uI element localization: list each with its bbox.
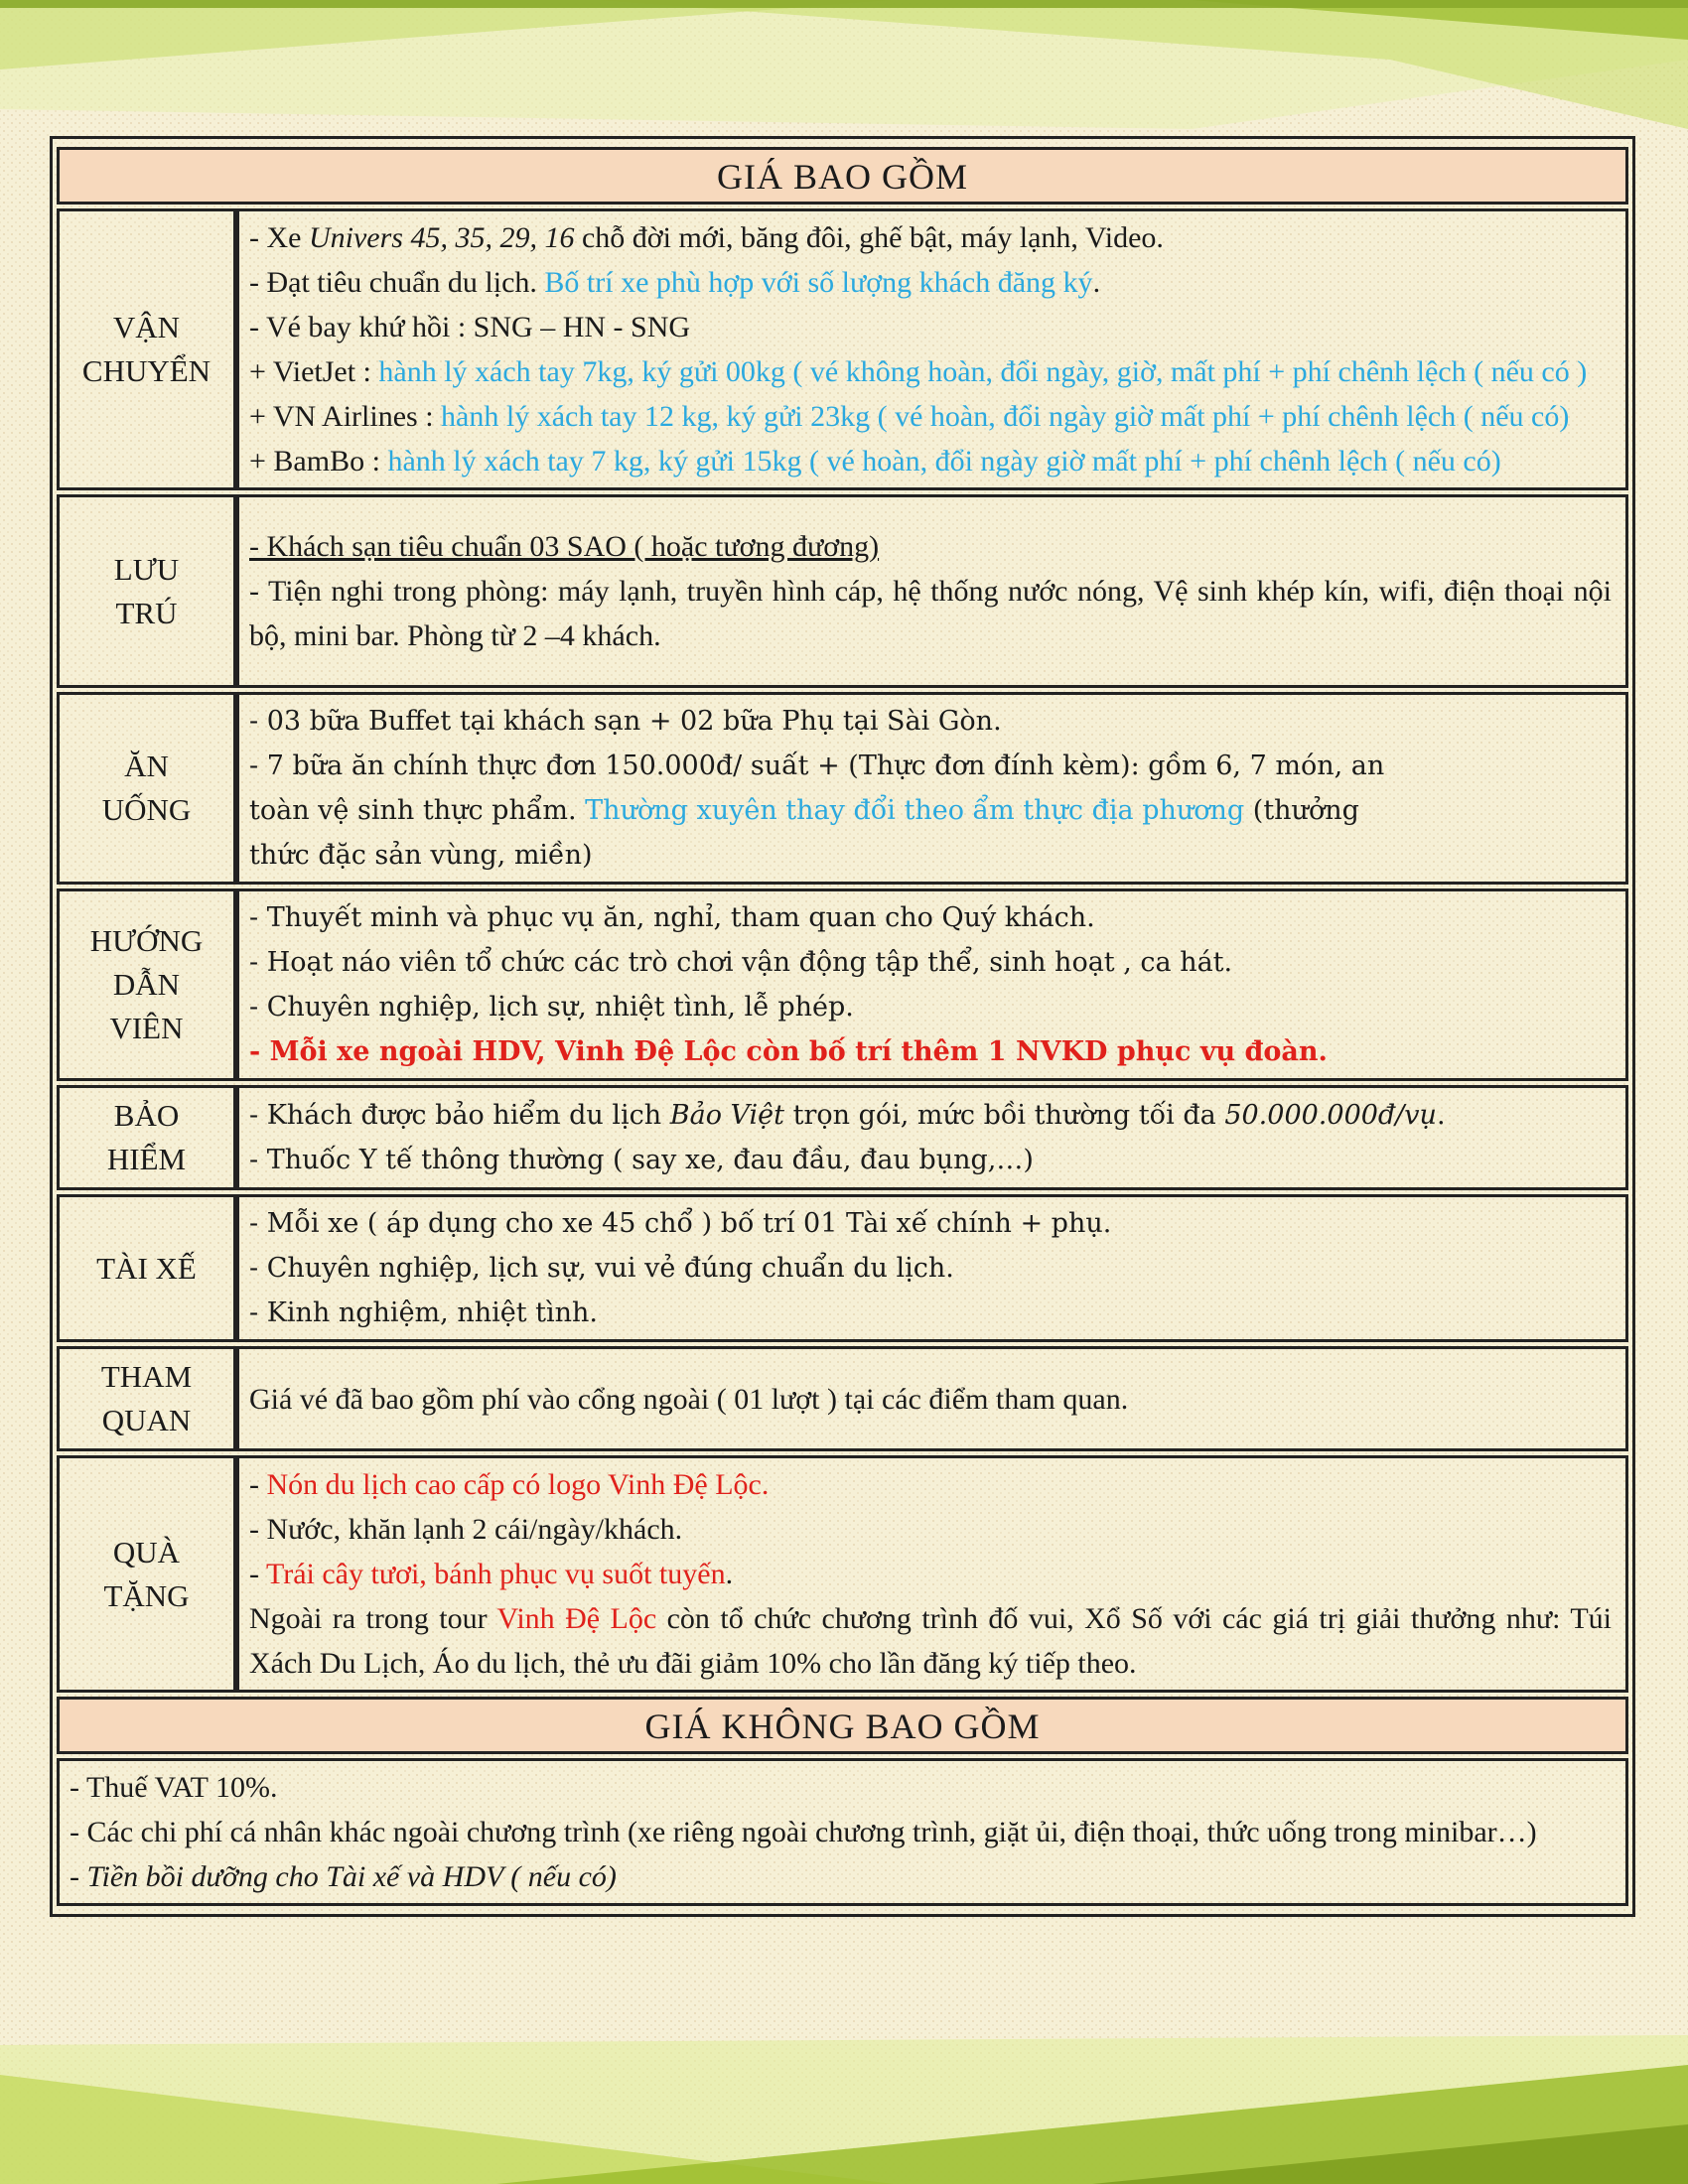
text-line: + VietJet : hành lý xách tay 7kg, ký gửi 00kg ( vé không hoàn, đổi ngày, giờ, mất phí + phí chênh lệch ( nếu có )	[249, 355, 1588, 388]
text-line: - Khách sạn tiêu chuẩn 03 SAO ( hoặc tương đương)	[249, 530, 880, 563]
text-line: Ngoài ra trong tour Vinh Đệ Lộc còn tổ chức chương trình đố vui, Xổ Số với các giá trị giải thưởng như: Túi Xách Du Lịch, Áo du lịch, thẻ ưu đãi giảm 10% cho lần đăng ký tiếp theo.	[249, 1602, 1612, 1680]
text-line: - Nước, khăn lạnh 2 cái/ngày/khách.	[249, 1513, 683, 1546]
label-line: TÀI XẾ	[96, 1250, 197, 1286]
content-tour-guide	[236, 888, 1628, 1081]
text-line: + VN Airlines : hành lý xách tay 12 kg, ký gửi 23kg ( vé hoàn, đổi ngày giờ mất phí + phí chênh lệch ( nếu có)	[249, 400, 1570, 433]
content-transport	[236, 208, 1628, 490]
text-line: - 03 bữa Buffet tại khách sạn + 02 bữa Phụ tại Sài Gòn.	[249, 706, 1002, 737]
content-accommodation	[236, 494, 1628, 688]
row-gifts	[57, 1455, 1628, 1693]
label-line: VẬN	[112, 310, 181, 344]
row-tour-guide	[57, 888, 1628, 1081]
text-line: - Mỗi xe ngoài HDV, Vinh Đệ Lộc còn bố trí thêm 1 NVKD phục vụ đoàn.	[249, 1036, 1328, 1067]
label-line: LƯU	[113, 551, 180, 587]
label-transport	[57, 208, 236, 490]
text-line: - Trái cây tươi, bánh phục vụ suốt tuyến.	[249, 1558, 734, 1590]
label-line: TẶNG	[103, 1577, 190, 1613]
text-line: - Tiện nghi trong phòng: máy lạnh, truyền hình cáp, hệ thống nước nóng, Vệ sinh khép kín, wifi, điện thoại nội bộ, mini bar. Phòng từ 2 –4 khách.	[249, 575, 1612, 652]
label-line: HƯỚNG	[89, 923, 204, 958]
text-line: - Mỗi xe ( áp dụng cho xe 45 chổ ) bố trí 01 Tài xế chính + phụ.	[249, 1208, 1112, 1239]
price-inclusion-table	[50, 136, 1635, 1917]
label-accommodation	[57, 494, 236, 688]
label-gifts	[57, 1455, 236, 1693]
label-driver	[57, 1194, 236, 1342]
text-line: - Chuyên nghiệp, lịch sự, vui vẻ đúng chuẩn du lịch.	[249, 1253, 954, 1284]
text-line: - Tiền bồi dưỡng cho Tài xế và HDV ( nếu có)	[70, 1860, 617, 1893]
text-line: - Kinh nghiệm, nhiệt tình.	[249, 1297, 598, 1328]
label-line: QUÀ	[112, 1534, 181, 1570]
label-line: CHUYỂN	[81, 353, 211, 388]
content-excluded	[57, 1758, 1628, 1906]
text-line: - Chuyên nghiệp, lịch sự, nhiệt tình, lễ phép.	[249, 992, 854, 1023]
label-meals	[57, 692, 236, 885]
content-sightseeing	[236, 1346, 1628, 1451]
row-accommodation	[57, 494, 1628, 688]
label-line: TRÚ	[115, 595, 178, 630]
text-line: Giá vé đã bao gồm phí vào cổng ngoài ( 01 lượt ) tại các điểm tham quan.	[249, 1382, 1129, 1416]
label-line: BẢO	[113, 1098, 180, 1133]
row-insurance	[57, 1085, 1628, 1190]
text-line: - 7 bữa ăn chính thực đơn 150.000đ/ suất + (Thực đơn đính kèm): gồm 6, 7 món, an	[249, 751, 1385, 781]
label-tour-guide	[57, 888, 236, 1081]
text-line: toàn vệ sinh thực phẩm. Thường xuyên thay đổi theo ẩm thực địa phương (thưởng	[249, 795, 1359, 826]
text-line: - Các chi phí cá nhân khác ngoài chương trình (xe riêng ngoài chương trình, giặt ủi, điện thoại, thức uống trong minibar…)	[70, 1816, 1537, 1848]
content-insurance	[236, 1085, 1628, 1190]
label-line: VIÊN	[109, 1011, 184, 1045]
label-sightseeing	[57, 1346, 236, 1451]
label-line: UỐNG	[101, 792, 192, 827]
included-header	[57, 147, 1628, 205]
text-line: + BamBo : hành lý xách tay 7 kg, ký gửi 15kg ( vé hoàn, đổi ngày giờ mất phí + phí chênh lệch ( nếu có)	[249, 445, 1501, 478]
text-line: - Khách được bảo hiểm du lịch Bảo Việt trọn gói, mức bồi thường tối đa 50.000.000đ/vụ.	[249, 1100, 1446, 1131]
content-gifts	[236, 1455, 1628, 1693]
row-sightseeing	[57, 1346, 1628, 1451]
included-header-text: GIÁ BAO GỒM	[717, 157, 968, 197]
text-line: - Thuế VAT 10%.	[70, 1771, 278, 1804]
label-line: DẪN	[112, 967, 181, 1002]
content-driver	[236, 1194, 1628, 1342]
label-line: HIỂM	[106, 1142, 187, 1176]
content-meals	[236, 692, 1628, 885]
text-line: - Hoạt náo viên tổ chức các trò chơi vận động tập thể, sinh hoạt , ca hát.	[249, 947, 1233, 978]
row-driver	[57, 1194, 1628, 1342]
text-line: - Đạt tiêu chuẩn du lịch. Bố trí xe phù hợp với số lượng khách đăng ký.	[249, 266, 1101, 299]
row-meals	[57, 692, 1628, 885]
excluded-header	[57, 1697, 1628, 1754]
label-line: QUAN	[101, 1403, 192, 1437]
text-line: - Thuyết minh và phục vụ ăn, nghỉ, tham quan cho Quý khách.	[249, 902, 1095, 933]
text-line: - Vé bay khứ hồi : SNG – HN - SNG	[249, 311, 691, 343]
row-transport	[57, 208, 1628, 490]
row-excluded	[57, 1758, 1628, 1906]
text-line: - Thuốc Y tế thông thường ( say xe, đau đầu, đau bụng,…)	[249, 1145, 1034, 1175]
text-line: - Xe Univers 45, 35, 29, 16 chỗ đời mới, băng đôi, ghế bật, máy lạnh, Video.	[249, 221, 1164, 254]
label-line: ĂN	[124, 749, 169, 783]
excluded-header-text: GIÁ KHÔNG BAO GỒM	[644, 1706, 1041, 1746]
text-line: - Nón du lịch cao cấp có logo Vinh Đệ Lộc.	[249, 1468, 770, 1501]
text-line: thức đặc sản vùng, miền)	[249, 840, 593, 871]
label-line: THAM	[100, 1359, 193, 1394]
label-insurance	[57, 1085, 236, 1190]
